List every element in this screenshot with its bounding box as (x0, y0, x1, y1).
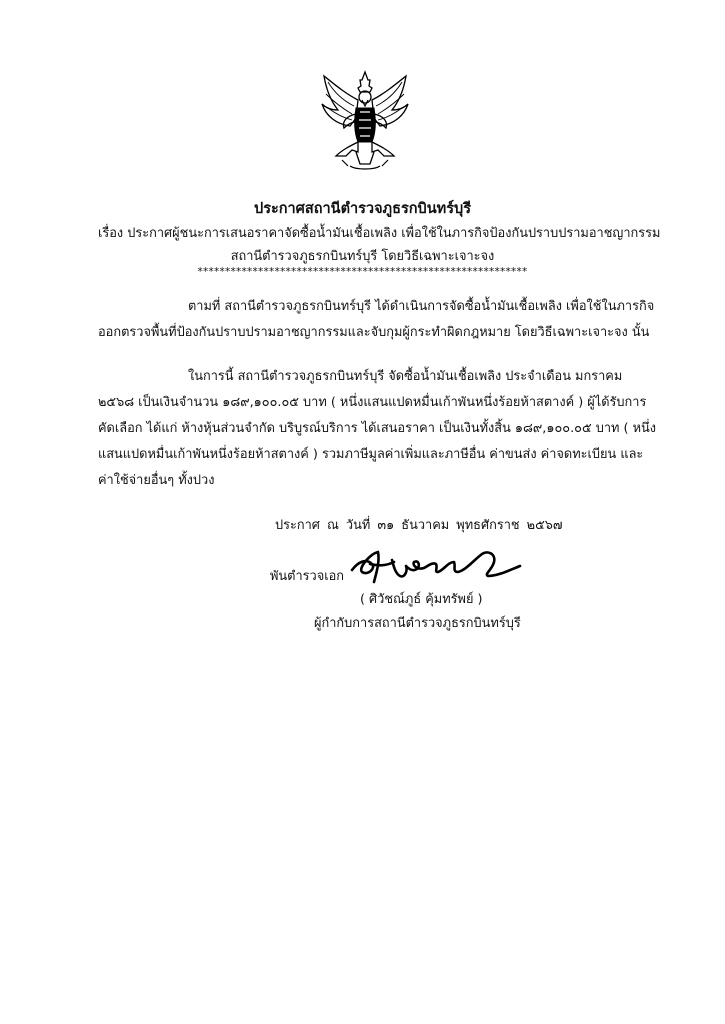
handwritten-signature-icon (348, 540, 526, 590)
signer-name: ( ศิวัชณ์ภูธ์ คุ้มทรัพย์ ) (360, 592, 483, 607)
paragraph-2 (98, 364, 658, 494)
announcement-date: ประกาศ ณ วันที่ ๓๑ ธันวาคม พุทธศักราช ๒๕๖๗ (275, 518, 563, 533)
signer-rank: พันตำรวจเอก (270, 569, 345, 584)
garuda-emblem-icon (316, 70, 414, 176)
signer-position: ผู้กำกับการสถานีตำรวจภูธรกบินทร์บุรี (314, 616, 521, 631)
paragraph-1 (98, 294, 658, 346)
paragraph-2-text: ในการนี้ สถานีตำรวจภูธรกบินทร์บุรี จัดซื้อน้ำมันเชื้อเพลิง ประจำเดือน มกราคม ๒๕๖๘ เป็นเงินจำนวน ๑๘๙,๑๐๐.๐๕ บาท ( หนึ่งแสนแปดหมื่นเก้าพันหนึ่งร้อยห้าสตางค์ ) ผู้ได้รับการคัดเลือก ได้แก่ ห้างหุ้นส่วนจำกัด บริบูรณ์บริการ ได้เสนอราคา เป็นเงินทั้งสิ้น ๑๘๙,๑๐๐.๐๕ บาท ( หนึ่งแสนแปดหมื่นเก้าพันหนึ่งร้อยห้าสตางค์ ) รวมภาษีมูลค่าเพิ่มและภาษีอื่น ค่าขนส่ง ค่าจดทะเบียน และค่าใช้จ่ายอื่นๆ ทั้งปวง (98, 369, 657, 488)
subject-line: เรื่อง ประกาศผู้ชนะการเสนอราคาจัดซื้อน้ำมันเชื้อเพลิง เพื่อใช้ในภารกิจป้องกันปราบปรามอาชญากรรม (98, 226, 661, 241)
separator-line: ************************************************************ (197, 266, 528, 278)
paragraph-1-text: ตามที่ สถานีตำรวจภูธรกบินทร์บุรี ได้ดำเนินการจัดซื้อน้ำมันเชื้อเพลิง เพื่อใช้ในภารกิจออกตรวจพื้นที่ป้องกันปราบปรามอาชญากรรมและจับกุมผู้กระทำผิดกฎหมาย โดยวิธีเฉพาะเจาะจง นั้น (98, 299, 655, 340)
document-title: ประกาศสถานีตำรวจภูธรกบินทร์บุรี (253, 201, 471, 217)
subject-line-continued: สถานีตำรวจภูธรกบินทร์บุรี โดยวิธีเฉพาะเจาะจง (230, 249, 495, 264)
